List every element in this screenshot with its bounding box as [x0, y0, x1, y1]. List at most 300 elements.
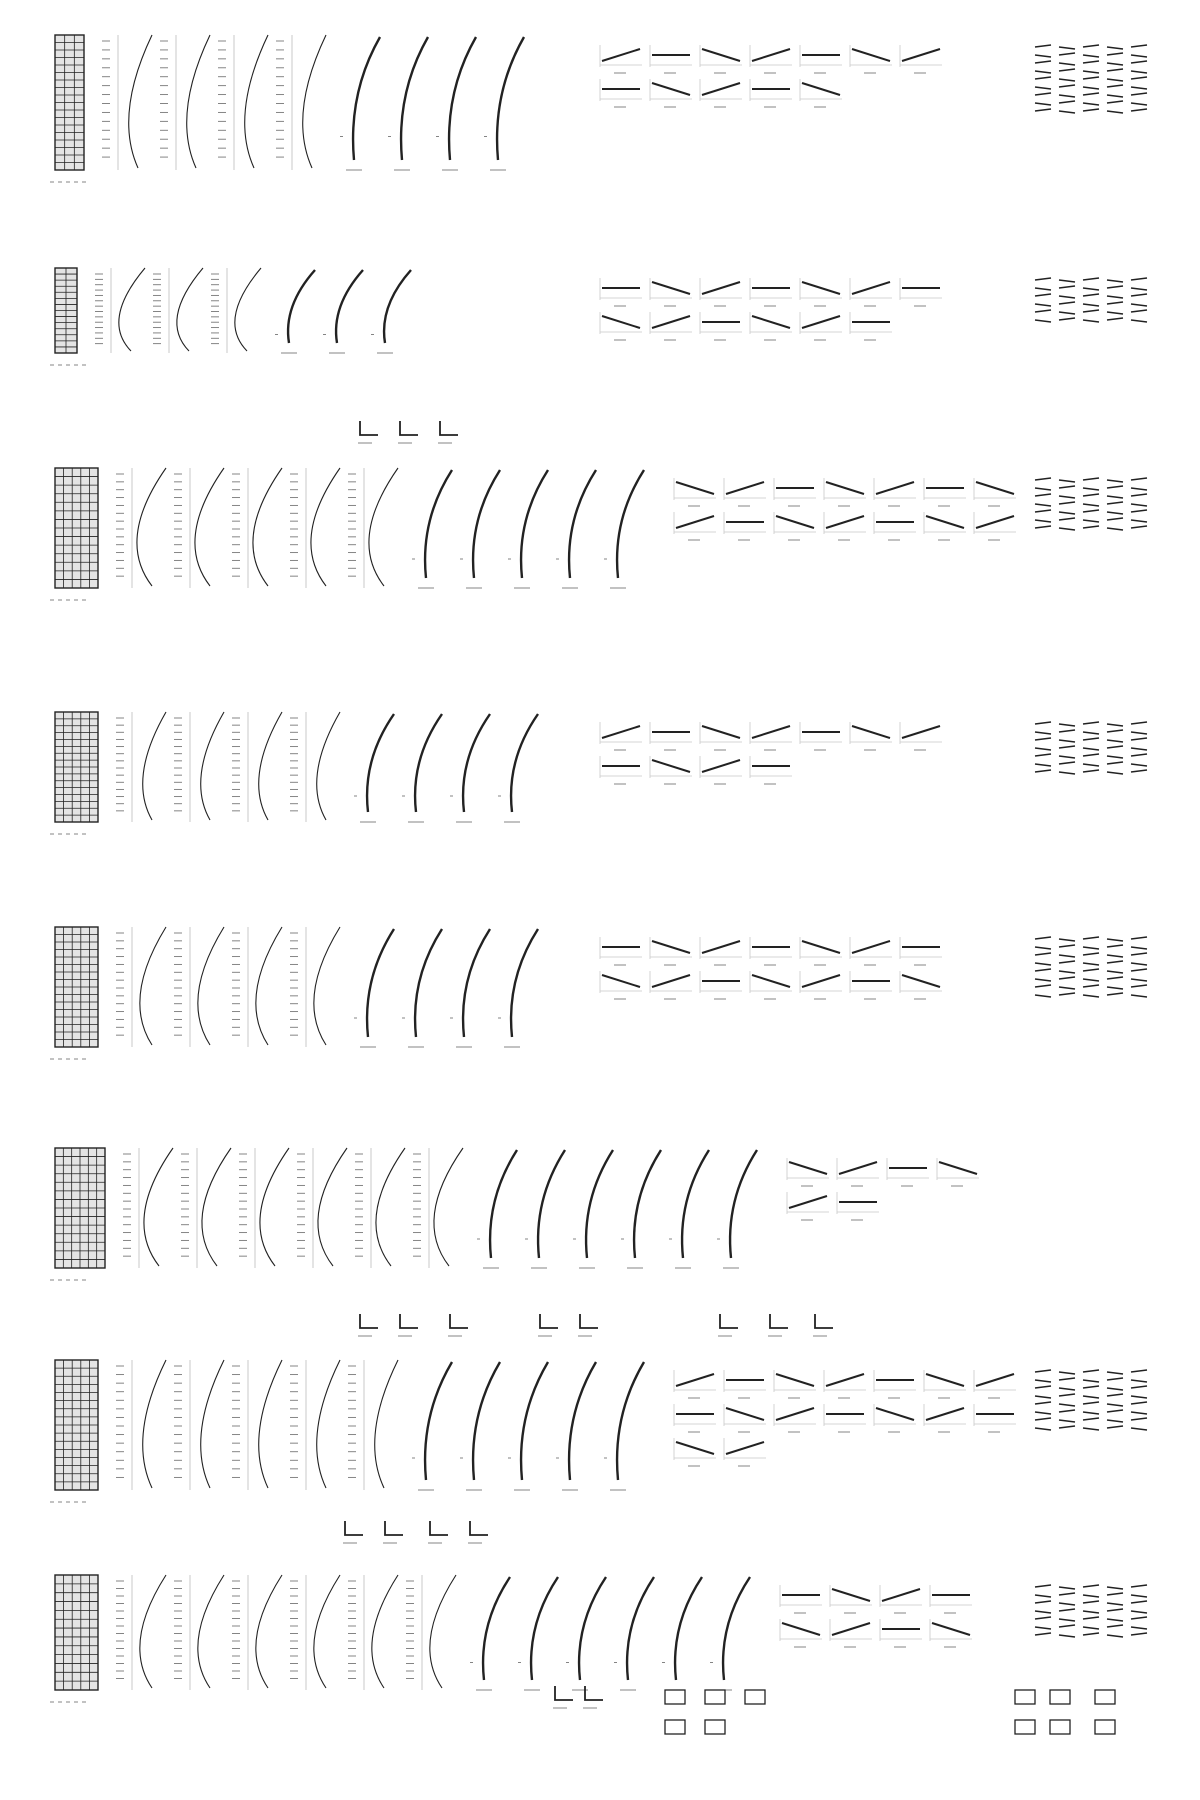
- table-entry: [1035, 71, 1051, 73]
- grid-outline: [55, 1575, 98, 1690]
- response-graph: [837, 1192, 879, 1220]
- story-drift-panel: [232, 927, 282, 1047]
- drift-curve: [137, 468, 166, 586]
- response-graph: [774, 478, 816, 506]
- table-entry: [1059, 85, 1075, 87]
- story-drift-panel: [348, 468, 398, 588]
- table-entry: [1035, 1633, 1051, 1635]
- story-drift-panel: [218, 35, 268, 170]
- response-graph: [900, 937, 942, 965]
- table-entry: [1059, 1420, 1075, 1422]
- deflection-panel: [604, 470, 644, 588]
- table-entry: [1131, 1428, 1147, 1430]
- table-entry: [1107, 528, 1123, 530]
- story-drift-panel: [290, 927, 340, 1047]
- table-entry: [1059, 69, 1075, 71]
- response-graph: [700, 278, 742, 306]
- graph-line: [726, 1408, 764, 1420]
- table-entry: [1107, 1394, 1123, 1396]
- table-entry: [1059, 47, 1075, 49]
- deflection-panel: [323, 270, 363, 353]
- table-entry: [1035, 93, 1051, 95]
- table-entry: [1131, 288, 1147, 290]
- table-entry: [1083, 1418, 1099, 1420]
- graph-line: [976, 516, 1014, 528]
- table-entry: [1107, 961, 1123, 963]
- table-entry: [1035, 526, 1051, 528]
- response-graph: [874, 478, 916, 506]
- response-graph: [650, 722, 692, 750]
- table-entry: [1059, 977, 1075, 979]
- table-entry: [1107, 971, 1123, 973]
- table-entry: [1035, 1412, 1051, 1414]
- story-drift-panel: [348, 1360, 398, 1490]
- response-graph: [600, 278, 642, 306]
- table-entry: [1083, 1585, 1099, 1587]
- table-entry: [1083, 87, 1099, 89]
- table-entry: [1059, 1410, 1075, 1412]
- table-entry: [1131, 969, 1147, 971]
- deflection-panel: [412, 1362, 452, 1490]
- graph-line: [602, 49, 640, 61]
- table-entry: [1083, 510, 1099, 512]
- deflection-curve: [367, 929, 394, 1037]
- table-entry: [1035, 310, 1051, 312]
- deflection-curve: [425, 1362, 452, 1480]
- table-entry: [1035, 1627, 1051, 1629]
- response-graph: [874, 512, 916, 540]
- table-entry: [1107, 296, 1123, 298]
- table-entry: [1083, 93, 1099, 95]
- table-entry: [1107, 1609, 1123, 1611]
- table-entry: [1107, 95, 1123, 97]
- table-entry: [1107, 756, 1123, 758]
- detail-box: [665, 1690, 685, 1704]
- story-drift-panel: [174, 468, 224, 588]
- graph-line: [852, 282, 890, 294]
- table-entry: [1083, 1370, 1099, 1372]
- table-entry: [1107, 85, 1123, 87]
- table-entry: [1035, 304, 1051, 306]
- table-entry: [1059, 756, 1075, 758]
- section-symbol: [360, 1314, 378, 1328]
- deflection-panel: [354, 929, 394, 1047]
- table-entry: [1059, 772, 1075, 774]
- deflection-curve: [367, 714, 394, 812]
- graph-line: [652, 83, 690, 95]
- response-graph: [650, 312, 692, 340]
- table-entry: [1083, 1380, 1099, 1382]
- table-entry: [1083, 1412, 1099, 1414]
- deflection-curve: [415, 929, 442, 1037]
- table-entry: [1107, 53, 1123, 55]
- graph-line: [852, 49, 890, 61]
- graph-line: [702, 83, 740, 95]
- table-entry: [1083, 494, 1099, 496]
- table-entry: [1107, 312, 1123, 314]
- table-entry: [1107, 955, 1123, 957]
- detail-box: [1095, 1690, 1115, 1704]
- response-graph: [750, 756, 792, 784]
- detail-box: [1095, 1720, 1115, 1734]
- table-entry: [1131, 1627, 1147, 1629]
- building-grid: [50, 268, 86, 365]
- table-entry: [1059, 1404, 1075, 1406]
- story-drift-panel: [174, 1575, 224, 1690]
- deflection-curve: [473, 470, 500, 578]
- response-graph: [900, 278, 942, 306]
- response-graph: [674, 1404, 716, 1432]
- table-entry: [1059, 518, 1075, 520]
- table-entry: [1107, 79, 1123, 81]
- story-drift-panel: [211, 268, 261, 353]
- table-entry: [1059, 111, 1075, 113]
- row-7: [50, 1360, 1147, 1502]
- deflection-curve: [682, 1150, 709, 1258]
- graph-line: [782, 1623, 820, 1635]
- table-entry: [1131, 87, 1147, 89]
- table-entry: [1131, 294, 1147, 296]
- deflection-panel: [498, 929, 538, 1047]
- table-entry: [1035, 995, 1051, 997]
- table-entry: [1035, 77, 1051, 79]
- response-graph: [800, 278, 842, 306]
- deflection-panel: [621, 1150, 661, 1268]
- table-entry: [1059, 1603, 1075, 1605]
- response-graph: [824, 478, 866, 506]
- table-entry: [1083, 504, 1099, 506]
- graph-line: [876, 482, 914, 494]
- story-drift-panel: [290, 468, 340, 588]
- drift-curve: [303, 35, 326, 168]
- table-entry: [1059, 730, 1075, 732]
- deflection-panel: [371, 270, 411, 353]
- table-entry: [1059, 724, 1075, 726]
- detail-box: [705, 1720, 725, 1734]
- response-graph: [850, 971, 892, 999]
- deflection-curve: [617, 1362, 644, 1480]
- table-entry: [1131, 748, 1147, 750]
- deflection-panel: [669, 1150, 709, 1268]
- graph-line: [676, 1442, 714, 1454]
- deflection-panel: [388, 37, 428, 170]
- deflection-curve: [511, 714, 538, 812]
- story-drift-panel: [181, 1148, 231, 1268]
- table-entry: [1059, 528, 1075, 530]
- graph-line: [652, 282, 690, 294]
- section-symbol: [720, 1314, 738, 1328]
- response-graph: [700, 312, 742, 340]
- graph-line: [652, 760, 690, 772]
- drift-curve: [318, 1148, 347, 1266]
- drift-curve: [202, 1148, 231, 1266]
- response-graph: [650, 45, 692, 73]
- table-entry: [1083, 1386, 1099, 1388]
- drift-curve: [434, 1148, 463, 1266]
- response-graph: [750, 312, 792, 340]
- table-entry: [1059, 63, 1075, 65]
- table-entry: [1035, 770, 1051, 772]
- deflection-panel: [450, 714, 490, 822]
- table-entry: [1131, 45, 1147, 47]
- table-entry: [1035, 478, 1051, 480]
- row-2: [50, 268, 1147, 365]
- table-entry: [1131, 1402, 1147, 1404]
- table-entry: [1107, 1388, 1123, 1390]
- table-entry: [1107, 730, 1123, 732]
- detail-box: [745, 1690, 765, 1704]
- story-drift-panel: [406, 1575, 456, 1690]
- table-entry: [1059, 1426, 1075, 1428]
- story-drift-panel: [348, 1575, 398, 1690]
- response-graph: [780, 1619, 822, 1647]
- table-entry: [1035, 953, 1051, 955]
- graph-line: [876, 1408, 914, 1420]
- drift-curve: [259, 712, 282, 820]
- deflection-curve: [531, 1577, 558, 1680]
- table-entry: [1083, 294, 1099, 296]
- table-entry: [1059, 955, 1075, 957]
- graph-line: [652, 975, 690, 987]
- deflection-panel: [354, 714, 394, 822]
- section-symbol: [580, 1314, 598, 1328]
- table-entry: [1131, 71, 1147, 73]
- graph-line: [926, 516, 964, 528]
- deflection-curve: [723, 1577, 750, 1680]
- table-entry: [1083, 1617, 1099, 1619]
- table-entry: [1131, 985, 1147, 987]
- response-graph: [700, 79, 742, 107]
- table-entry: [1059, 1394, 1075, 1396]
- table-entry: [1107, 496, 1123, 498]
- graph-line: [976, 1374, 1014, 1386]
- response-graph: [750, 937, 792, 965]
- table-entry: [1059, 1609, 1075, 1611]
- table-entry: [1035, 520, 1051, 522]
- section-symbol: [450, 1314, 468, 1328]
- building-grid: [50, 468, 98, 600]
- table-entry: [1131, 310, 1147, 312]
- story-drift-panel: [239, 1148, 289, 1268]
- table-entry: [1035, 1370, 1051, 1372]
- response-graph: [930, 1619, 972, 1647]
- deflection-curve: [449, 37, 476, 160]
- response-graph: [880, 1619, 922, 1647]
- response-graph: [600, 971, 642, 999]
- table-entry: [1131, 494, 1147, 496]
- drift-curve: [317, 712, 340, 820]
- table-entry: [1107, 1593, 1123, 1595]
- graph-line: [902, 49, 940, 61]
- table-entry: [1035, 87, 1051, 89]
- deflection-panel: [573, 1150, 613, 1268]
- table-entry: [1107, 1404, 1123, 1406]
- table-entry: [1107, 1426, 1123, 1428]
- story-drift-panel: [174, 712, 224, 822]
- deflection-curve: [336, 270, 363, 343]
- row-8: [50, 1575, 1147, 1702]
- table-entry: [1059, 939, 1075, 941]
- table-entry: [1131, 754, 1147, 756]
- response-graph: [924, 1404, 966, 1432]
- table-entry: [1035, 985, 1051, 987]
- story-drift-panel: [232, 712, 282, 822]
- response-graph: [874, 1370, 916, 1398]
- table-entry: [1131, 1611, 1147, 1613]
- table-entry: [1035, 510, 1051, 512]
- table-entry: [1107, 486, 1123, 488]
- table-entry: [1131, 55, 1147, 57]
- table-entry: [1059, 302, 1075, 304]
- table-entry: [1107, 746, 1123, 748]
- table-entry: [1035, 45, 1051, 47]
- building-grid: [50, 1148, 105, 1280]
- response-graph: [650, 971, 692, 999]
- deflection-panel: [275, 270, 315, 353]
- response-graph: [924, 1370, 966, 1398]
- response-graph: [650, 756, 692, 784]
- table-entry: [1035, 748, 1051, 750]
- building-grid: [50, 927, 98, 1059]
- deflection-curve: [521, 1362, 548, 1480]
- drift-curve: [430, 1575, 456, 1688]
- table-entry: [1083, 953, 1099, 955]
- table-entry: [1035, 55, 1051, 57]
- response-graph: [974, 478, 1016, 506]
- drift-curve: [195, 468, 224, 586]
- drift-curve: [311, 468, 340, 586]
- table-entry: [1107, 1372, 1123, 1374]
- table-entry: [1107, 945, 1123, 947]
- table-entry: [1035, 937, 1051, 939]
- response-graph: [774, 1404, 816, 1432]
- table-entry: [1107, 1603, 1123, 1605]
- response-graph: [824, 1404, 866, 1432]
- graph-line: [789, 1196, 827, 1208]
- response-graph: [850, 937, 892, 965]
- section-symbol: [430, 1521, 448, 1535]
- response-graph: [724, 1370, 766, 1398]
- graph-line: [702, 760, 740, 772]
- table-entry: [1083, 77, 1099, 79]
- story-drift-panel: [160, 35, 210, 170]
- graph-line: [702, 282, 740, 294]
- table-entry: [1035, 979, 1051, 981]
- table-entry: [1131, 510, 1147, 512]
- table-entry: [1035, 1617, 1051, 1619]
- deflection-panel: [340, 37, 380, 170]
- drift-curve: [129, 35, 152, 168]
- section-symbol: [440, 421, 458, 435]
- graph-line: [802, 975, 840, 987]
- table-entry: [1083, 1611, 1099, 1613]
- summary-table: [1035, 45, 1147, 113]
- table-entry: [1083, 754, 1099, 756]
- table-entry: [1035, 1396, 1051, 1398]
- story-drift-panel: [116, 468, 166, 588]
- graph-line: [676, 482, 714, 494]
- deflection-curve: [730, 1150, 757, 1258]
- table-entry: [1131, 488, 1147, 490]
- table-entry: [1035, 1601, 1051, 1603]
- response-graph: [900, 45, 942, 73]
- graph-line: [752, 316, 790, 328]
- table-entry: [1131, 1418, 1147, 1420]
- table-entry: [1131, 995, 1147, 997]
- table-entry: [1059, 746, 1075, 748]
- table-entry: [1035, 1611, 1051, 1613]
- table-entry: [1035, 504, 1051, 506]
- graph-line: [839, 1162, 877, 1174]
- story-drift-panel: [355, 1148, 405, 1268]
- table-entry: [1083, 488, 1099, 490]
- deflection-panel: [614, 1577, 654, 1690]
- table-entry: [1131, 732, 1147, 734]
- deflection-curve: [511, 929, 538, 1037]
- table-entry: [1107, 1587, 1123, 1589]
- summary-table: [1035, 1370, 1147, 1430]
- table-entry: [1059, 1619, 1075, 1621]
- table-entry: [1059, 1587, 1075, 1589]
- table-entry: [1107, 1635, 1123, 1637]
- row-4: [50, 712, 1147, 834]
- story-drift-panel: [290, 712, 340, 822]
- table-entry: [1083, 478, 1099, 480]
- graph-line: [802, 941, 840, 953]
- detail-box: [1050, 1720, 1070, 1734]
- table-entry: [1083, 520, 1099, 522]
- table-entry: [1059, 280, 1075, 282]
- response-graph: [900, 971, 942, 999]
- table-entry: [1059, 312, 1075, 314]
- table-entry: [1083, 109, 1099, 111]
- table-entry: [1035, 320, 1051, 322]
- table-entry: [1083, 103, 1099, 105]
- table-entry: [1083, 310, 1099, 312]
- table-entry: [1059, 496, 1075, 498]
- table-entry: [1059, 53, 1075, 55]
- table-entry: [1131, 1585, 1147, 1587]
- graph-line: [902, 975, 940, 987]
- story-drift-panel: [116, 927, 166, 1047]
- table-entry: [1131, 953, 1147, 955]
- summary-table: [1035, 937, 1147, 997]
- detail-box: [1015, 1720, 1035, 1734]
- table-entry: [1107, 280, 1123, 282]
- table-entry: [1059, 1635, 1075, 1637]
- graph-line: [852, 941, 890, 953]
- table-entry: [1107, 987, 1123, 989]
- table-entry: [1107, 512, 1123, 514]
- table-entry: [1131, 304, 1147, 306]
- table-entry: [1107, 63, 1123, 65]
- table-entry: [1035, 288, 1051, 290]
- graph-line: [752, 975, 790, 987]
- table-entry: [1035, 1595, 1051, 1597]
- row-5: [50, 927, 1147, 1059]
- table-entry: [1059, 1378, 1075, 1380]
- deflection-curve: [586, 1150, 613, 1258]
- deflection-curve: [463, 929, 490, 1037]
- table-entry: [1083, 738, 1099, 740]
- response-graph: [600, 79, 642, 107]
- response-graph: [700, 722, 742, 750]
- deflection-curve: [288, 270, 315, 343]
- graph-line: [752, 49, 790, 61]
- response-graph: [650, 937, 692, 965]
- response-graph: [787, 1192, 829, 1220]
- table-entry: [1107, 1420, 1123, 1422]
